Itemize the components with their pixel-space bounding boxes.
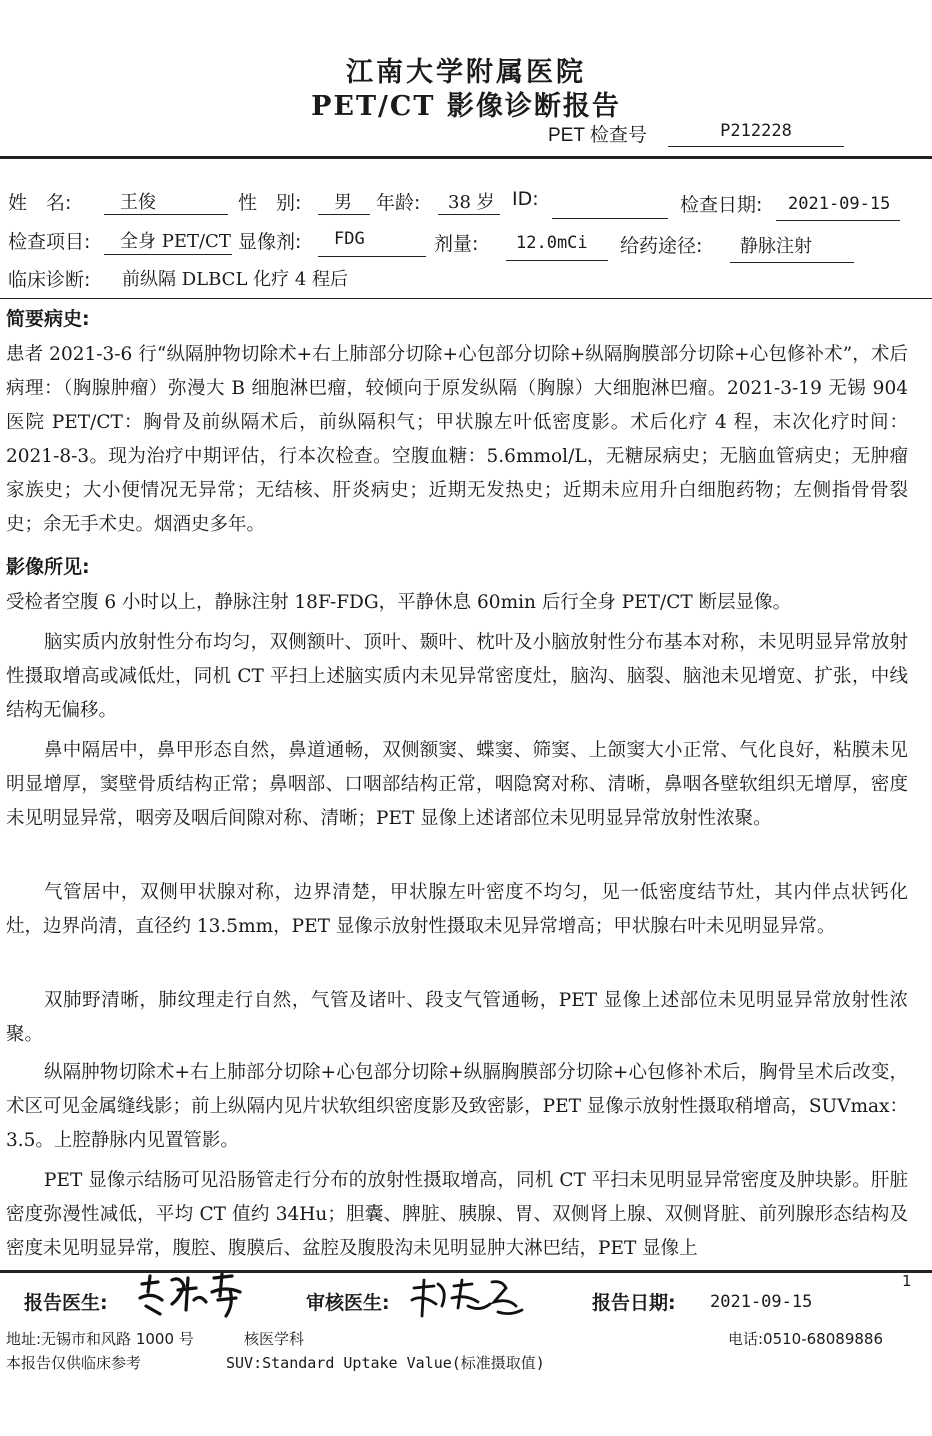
- id-underline: [552, 218, 668, 219]
- findings-thyroid: 气管居中，双侧甲状腺对称，边界清楚，甲状腺左叶密度不均匀，见一低密度结节灶，其内伴点状钙化灶，边界尚清，直径约 13.5mm，PET 显像示放射性摄取未见异常增高；甲状腺右叶未见明显异常。: [6, 882, 908, 937]
- name-underline: [104, 214, 228, 215]
- exam-item: 全身 PET/CT: [120, 231, 231, 252]
- age-underline: [438, 214, 500, 215]
- header-divider: [0, 156, 932, 159]
- review-doctor-signature: [408, 1276, 528, 1322]
- sex-underline: [318, 214, 370, 215]
- findings-abdomen: PET 显像示结肠可见沿肠管走行分布的放射性摄取增高，同机 CT 平扫未见明显异常密度及肿块影。肝脏密度弥漫性减低，平均 CT 值约 34Hu；胆囊、脾脏、胰腺、胃、双侧肾上腺、双侧肾脏、前列腺形态结构及密度未见明显异常，腹腔、腹膜后、盆腔及腹股沟未见明显肿大淋巴结，PET 显像上: [6, 1170, 908, 1259]
- findings-mediastinum: 纵隔肿物切除术+右上肺部分切除+心包部分切除+纵膈胸膜部分切除+心包修补术后，胸骨呈术后改变，术区可见金属缝线影；前上纵隔内见片状软组织密度影及致密影，PET 显像示放射性摄取稍增高，SUVmax：3.5。上腔静脉内见置管影。: [6, 1062, 908, 1151]
- suv-note: SUV:Standard Uptake Value(标准摄取值): [226, 1354, 545, 1372]
- agent-underline: [318, 256, 426, 257]
- findings-brain: 脑实质内放射性分布均匀，双侧额叶、顶叶、颞叶、枕叶及小脑放射性分布基本对称，未见明显异常放射性摄取增高或减低灶，同机 CT 平扫上述脑实质内未见异常密度灶，脑沟、脑裂、脑池未见增宽、扩张，中线结构无偏移。: [6, 632, 908, 721]
- exam-date-underline: [776, 220, 900, 221]
- phone-number: 电话:0510-68089886: [728, 1330, 883, 1348]
- hospital-address: 地址:无锡市和风路 1000 号: [6, 1330, 194, 1348]
- pet-no-label: PET 检查号: [548, 125, 647, 146]
- history-text: 患者 2021-3-6 行“纵隔肿物切除术+右上肺部分切除+心包部分切除+纵隔胸膜部分切除+心包修补术”，术后病理：（胸腺肿瘤）弥漫大 B 细胞淋巴瘤，较倾向于原发纵隔（胸腺）大细胞淋巴瘤。2021-3-19 无锡 904 医院 PET/CT：胸骨及前纵隔术后，前纵隔积气；甲状腺左叶低密度影。术后化疗 4 程，末次化疗时间：2021-8-3。现为治疗中期评估，行本次检查。空腹血糖：5.6mmol/L，无糖尿病史；无脑血管病史；无肿瘤家族史；大小便情况无异常；无结核、肝炎病史；近期无发热史；近期未应用升白细胞药物；左侧指骨骨裂史；余无手术史。烟酒史多年。: [6, 344, 908, 535]
- pet-no-value: P212228: [720, 121, 792, 141]
- report-date: 2021-09-15: [710, 1292, 813, 1312]
- agent-label: 显像剂:: [238, 231, 302, 253]
- review-doctor-label: 审核医生:: [306, 1292, 390, 1314]
- report-doctor-label: 报告医生:: [24, 1292, 108, 1314]
- report-date-label: 报告日期:: [592, 1292, 676, 1314]
- info-divider: [0, 298, 932, 299]
- exam-date: 2021-09-15: [788, 194, 891, 214]
- exam-date-label: 检查日期:: [680, 194, 763, 216]
- patient-name: 王俊: [120, 192, 156, 213]
- report-doctor-signature: [136, 1270, 256, 1320]
- dose-label: 剂量:: [434, 233, 479, 255]
- dose: 12.0mCi: [516, 233, 588, 253]
- clinical-diagnosis: 前纵隔 DLBCL 化疗 4 程后: [122, 269, 349, 290]
- dose-underline: [506, 260, 608, 261]
- exam-item-underline: [104, 254, 232, 255]
- agent: FDG: [334, 229, 365, 249]
- findings-heading: 影像所见:: [6, 556, 90, 578]
- sex-label: 性 别:: [238, 192, 302, 214]
- report-title: PET/CT 影像诊断报告: [311, 91, 621, 122]
- patient-sex: 男: [334, 192, 352, 213]
- age-label: 年龄:: [376, 192, 421, 214]
- disclaimer: 本报告仅供临床参考: [6, 1354, 142, 1372]
- route-label: 给药途径:: [620, 235, 703, 257]
- name-label: 姓 名:: [8, 192, 72, 214]
- findings-lungs: 双肺野清晰，肺纹理走行自然，气管及诸叶、段支气管通畅，PET 显像上述部位未见明显异常放射性浓聚。: [6, 990, 908, 1045]
- page-number: 1: [902, 1272, 912, 1290]
- id-label: ID:: [512, 188, 539, 210]
- findings-nasal: 鼻中隔居中，鼻甲形态自然，鼻道通畅，双侧额窦、蝶窦、筛窦、上颌窦大小正常、气化良好，粘膜未见明显增厚，窦壁骨质结构正常；鼻咽部、口咽部结构正常，咽隐窝对称、清晰，鼻咽各壁软组织无增厚，密度未见明显异常，咽旁及咽后间隙对称、清晰；PET 显像上述诸部位未见明显异常放射性浓聚。: [6, 740, 908, 829]
- pet-no-underline: [668, 146, 844, 147]
- diagnosis-label: 临床诊断:: [8, 269, 91, 291]
- hospital-name: 江南大学附属医院: [346, 57, 586, 88]
- route-underline: [730, 262, 854, 263]
- department: 核医学科: [244, 1330, 305, 1348]
- route: 静脉注射: [740, 236, 812, 257]
- patient-age: 38 岁: [448, 192, 495, 213]
- history-heading: 简要病史:: [6, 308, 90, 330]
- exam-item-label: 检查项目:: [8, 231, 91, 253]
- findings-intro: 受检者空腹 6 小时以上，静脉注射 18F-FDG，平静休息 60min 后行全身 PET/CT 断层显像。: [6, 592, 792, 613]
